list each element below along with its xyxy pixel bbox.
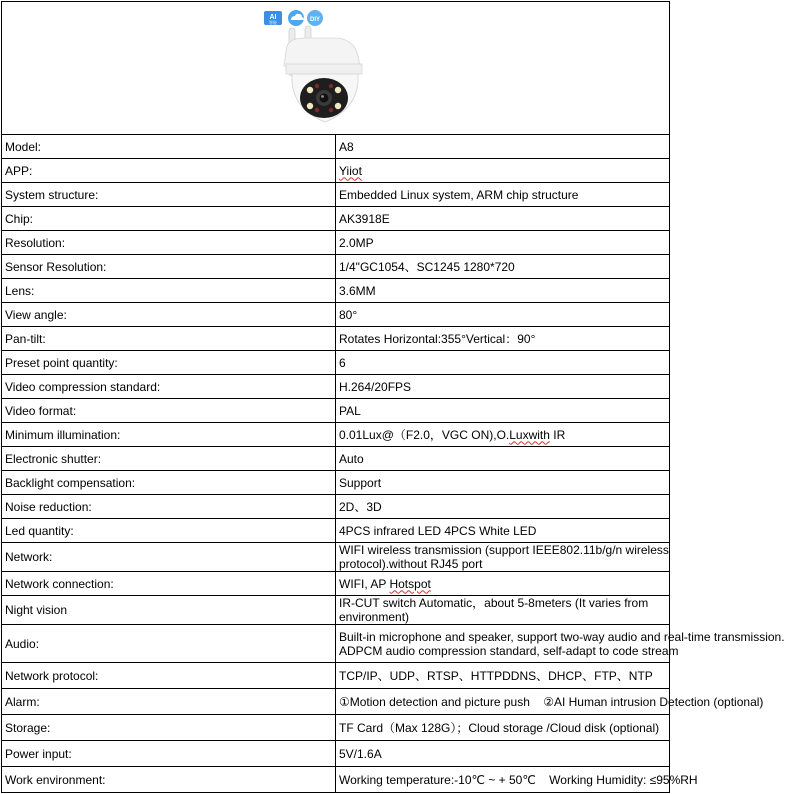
spec-key: Storage: [2,715,336,741]
spec-row-chip [2,207,670,231]
spec-row-resolution [2,231,670,255]
spec-key: APP: [2,159,336,183]
spec-key: System structure: [2,183,336,207]
spec-value [336,159,670,183]
spec-key: Pan-tilt: [2,327,336,351]
spec-row-work-environment [2,767,670,793]
spec-value: 6 [336,351,670,375]
spec-key: Noise reduction: [2,495,336,519]
svg-text:DIY: DIY [309,17,321,23]
spec-row-pan-tilt [2,327,670,351]
spec-value-text: Yiiot [339,163,362,178]
ai-badge-icon [264,11,282,25]
spec-key: Led quantity: [2,519,336,543]
spec-key: Lens: [2,279,336,303]
camera-body-icon [284,38,362,122]
spec-row-power [2,741,670,767]
spec-value-text: Luxwith [509,427,550,442]
diy-badge-icon [307,10,323,26]
spec-value: 4PCS infrared LED 4PCS White LED [336,519,670,543]
spec-row-network [2,543,670,572]
spec-value: Working temperature:-10℃ ~ + 50℃ Working Humidity: ≤95%RH [336,767,670,793]
spec-row-led [2,519,670,543]
spec-row-alarm [2,689,670,715]
spec-key: Model: [2,135,336,159]
spec-row-video-format [2,399,670,423]
spec-key: Resolution: [2,231,336,255]
spec-value-text: WIFI, AP [339,576,390,591]
spec-row-noise [2,495,670,519]
spec-key: Work environment: [2,767,336,793]
spec-key: Chip: [2,207,336,231]
spec-value-text: 0.01Lux@（F2.0，VGC ON),O. [339,427,510,442]
spec-value: A8 [336,135,670,159]
spec-value: ①Motion detection and picture push ②AI Human intrusion Detection (optional) [336,689,670,715]
image-row [2,2,670,135]
spec-key: Network: [2,543,336,572]
svg-text:智能: 智能 [269,20,277,25]
spec-key: Backlight compensation: [2,471,336,495]
spec-row-shutter [2,447,670,471]
spec-key: Power input: [2,741,336,767]
spec-key: Alarm: [2,689,336,715]
spec-key: Electronic shutter: [2,447,336,471]
spec-value: WIFI wireless transmission (support IEEE802.11b/g/n wireless protocol).without RJ45 port [336,543,670,572]
spec-value: AK3918E [336,207,670,231]
spec-value: IR-CUT switch Automatic，about 5-8meters (It varies from environment) [336,596,670,625]
spec-row-network-connection [2,572,670,596]
spec-value: 5V/1.6A [336,741,670,767]
cloud-badge-icon [288,10,304,26]
spec-table [1,1,785,793]
spec-row-night-vision [2,596,670,625]
spec-row-lens [2,279,670,303]
spec-value: Auto [336,447,670,471]
spec-value: Support [336,471,670,495]
spec-value: PAL [336,399,670,423]
spec-row-network-protocol [2,663,670,689]
spec-key: Sensor Resolution: [2,255,336,279]
spec-value-text: IR [549,427,566,442]
spec-row-sensor [2,255,670,279]
spec-value: TF Card（Max 128G）；Cloud storage /Cloud disk (optional) [336,715,670,741]
spec-value-text: Hotspot [389,576,431,591]
spec-value [336,625,785,663]
spec-row-video-compression [2,375,670,399]
spec-row-view-angle [2,303,670,327]
spec-key: Night vision [2,596,336,625]
spec-value: 2.0MP [336,231,670,255]
spec-key: Video compression standard: [2,375,336,399]
spec-key: View angle: [2,303,336,327]
spec-row-model [2,135,670,159]
spec-value [336,423,670,447]
spec-row-system [2,183,670,207]
spec-value: Embedded Linux system, ARM chip structure [336,183,670,207]
spec-key: Audio: [2,625,336,663]
spec-value-line: Built-in microphone and speaker, support two-way audio and real-time transmission. [339,629,785,644]
spec-row-backlight [2,471,670,495]
spec-key: Preset point quantity: [2,351,336,375]
spec-key: Network connection: [2,572,336,596]
product-image [258,8,378,130]
spec-row-storage [2,715,670,741]
spec-key: Video format: [2,399,336,423]
spec-value: TCP/IP、UDP、RTSP、HTTPDDNS、DHCP、FTP、NTP [336,663,670,689]
spec-value [336,572,670,596]
spec-value: 80° [336,303,670,327]
svg-text:AI: AI [269,14,277,21]
spec-value: 1/4"GC1054、SC1245 1280*720 [336,255,670,279]
spec-row-min-illumination [2,423,670,447]
spec-value-line: ADPCM audio compression standard, self-adapt to code stream [339,643,679,658]
spec-row-app [2,159,670,183]
spec-value: 3.6MM [336,279,670,303]
spec-value: H.264/20FPS [336,375,670,399]
spec-value: Rotates Horizontal:355°Vertical：90° [336,327,670,351]
spec-row-audio [2,625,670,663]
spec-key: Network protocol: [2,663,336,689]
spec-key: Minimum illumination: [2,423,336,447]
spec-value: 2D、3D [336,495,670,519]
spec-sheet [1,1,785,793]
spec-row-preset [2,351,670,375]
image-cell [2,2,670,135]
